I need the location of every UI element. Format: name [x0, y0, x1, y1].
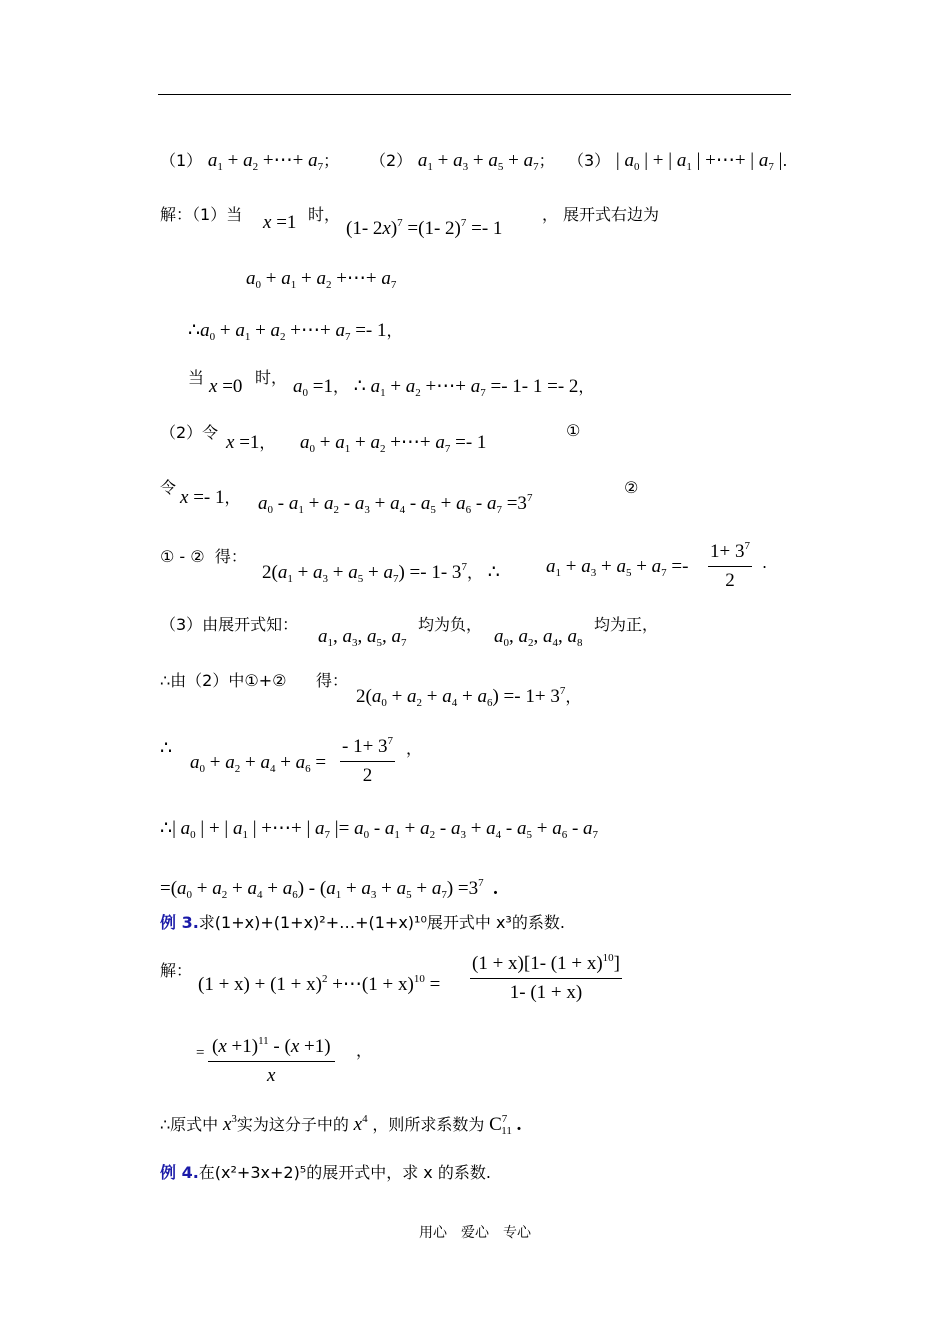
even-list: $a_0$, $a_2$, $a_4$, $a_8$: [494, 626, 583, 649]
ex3-series: $(1 + x) + (1 + x)^2$ +⋯(1 + x)$^{10}$ =: [198, 973, 441, 995]
part1-expr: $a_1 + a_2$ +⋯+ $a_7$: [207, 150, 324, 173]
solution-line-1: 解：（1）当: [160, 205, 243, 224]
a0-eq: $a_0 =1$， ∴ $a_1 + a_2$ +⋯+ $a_7 =- 1-$ 1 =- 2，: [293, 376, 595, 399]
x-eq-0: x =0: [209, 376, 243, 397]
frac-odd: $\frac{1+ 3^7}{2}$: [710, 540, 750, 591]
odd-sum: $a_1 + a_3 + a_5 + a_7$ =-: [546, 556, 689, 579]
x-eq-1: x =1: [263, 212, 297, 233]
part2-line: （2） $a_1 + a_3 + a_5 + a_7$；: [370, 150, 555, 173]
eq-1: $a_0 + a_1 + a_2$ +⋯+ $a_7 =- 1$: [300, 432, 487, 455]
page-footer: 用心 爱心 专心: [419, 1225, 531, 1241]
sum-expr: $a_0 + a_1 + a_2$ +⋯+ $a_7$: [246, 268, 397, 291]
even-sum: $a_0 + a_2 + a_4 + a_6$ =: [190, 752, 327, 775]
abs-sum: ∴| $a_0$ | + | $a_1$ | +⋯+ | $a_7$ |= $a_0 - a_1 + a_2 - a_3 + a_4 - a_5 + a_6 - a_7$: [160, 818, 599, 841]
x-eq-neg1: x =- 1，: [180, 487, 241, 508]
abs-result: $=(a_0 + a_2 + a_4 + a_6) - (a_1 + a_3 + a_5 + a_7) =3^7$ .: [160, 877, 498, 901]
example-3: 例 3.求(1+x)+(1+x)²+…+(1+x)¹⁰展开式中 x³的系数.: [160, 913, 565, 932]
odd-list: $a_1$, $a_3$, $a_5$, $a_7$: [318, 626, 407, 649]
ex3-conclusion: ∴原式中 $x^3$实为这分子中的 $x^4$ ，则所求系数为 $C^7_{11}$ .: [160, 1113, 522, 1137]
eq-diff: $2(a_1 + a_3 + a_5 + a_7) =- 1-$ $3^7$， ∴: [262, 561, 500, 585]
ex3-frac: $\frac{(1 + x)[1- (1 + x)^{10}]}{1- (1 + x)}$: [472, 952, 620, 1003]
x-eq-1-b: x =1，: [226, 432, 276, 453]
frac-even: $\frac{- 1+ 3^7}{2}$: [342, 735, 394, 786]
eq-sum: $2(a_0 + a_2 + a_4 + a_6) =- 1+ 3^7$，: [356, 685, 582, 709]
part2-expr: $a_1 + a_3 + a_5 + a_7$: [417, 150, 539, 173]
example-4: 例 4.在(x²+3x+2)⁵的展开式中，求 x 的系数.: [160, 1163, 491, 1182]
header-rule: [158, 94, 791, 95]
part3-line: （3） | $a_0$ | + | $a_1$ | +⋯+ | $a_7$ |.: [568, 150, 788, 173]
ex3-frac-2: $\frac{(x +1)^{11} - (x +1)}{x}$: [208, 1035, 335, 1087]
eq-2: $a_0 - a_1 + a_2 - a_3 + a_4 - a_5 + a_6 - a_7 =3^7$: [258, 492, 533, 516]
c1-minus-c2: ① - ② 得：: [160, 547, 247, 566]
eval-expr: (1- 2x)$^7$ =(1- 2)$^7$ =- 1: [346, 217, 503, 239]
sum-result: $\therefore a_0 + a_1 + a_2$ +⋯+ $a_7 =- 1$，: [188, 320, 403, 343]
part3-expr: | $a_0$ | + | $a_1$ | +⋯+ | $a_7$ |: [615, 150, 783, 173]
parts-line: （1） $a_1 + a_2$ +⋯+ $a_7$；: [160, 150, 340, 173]
